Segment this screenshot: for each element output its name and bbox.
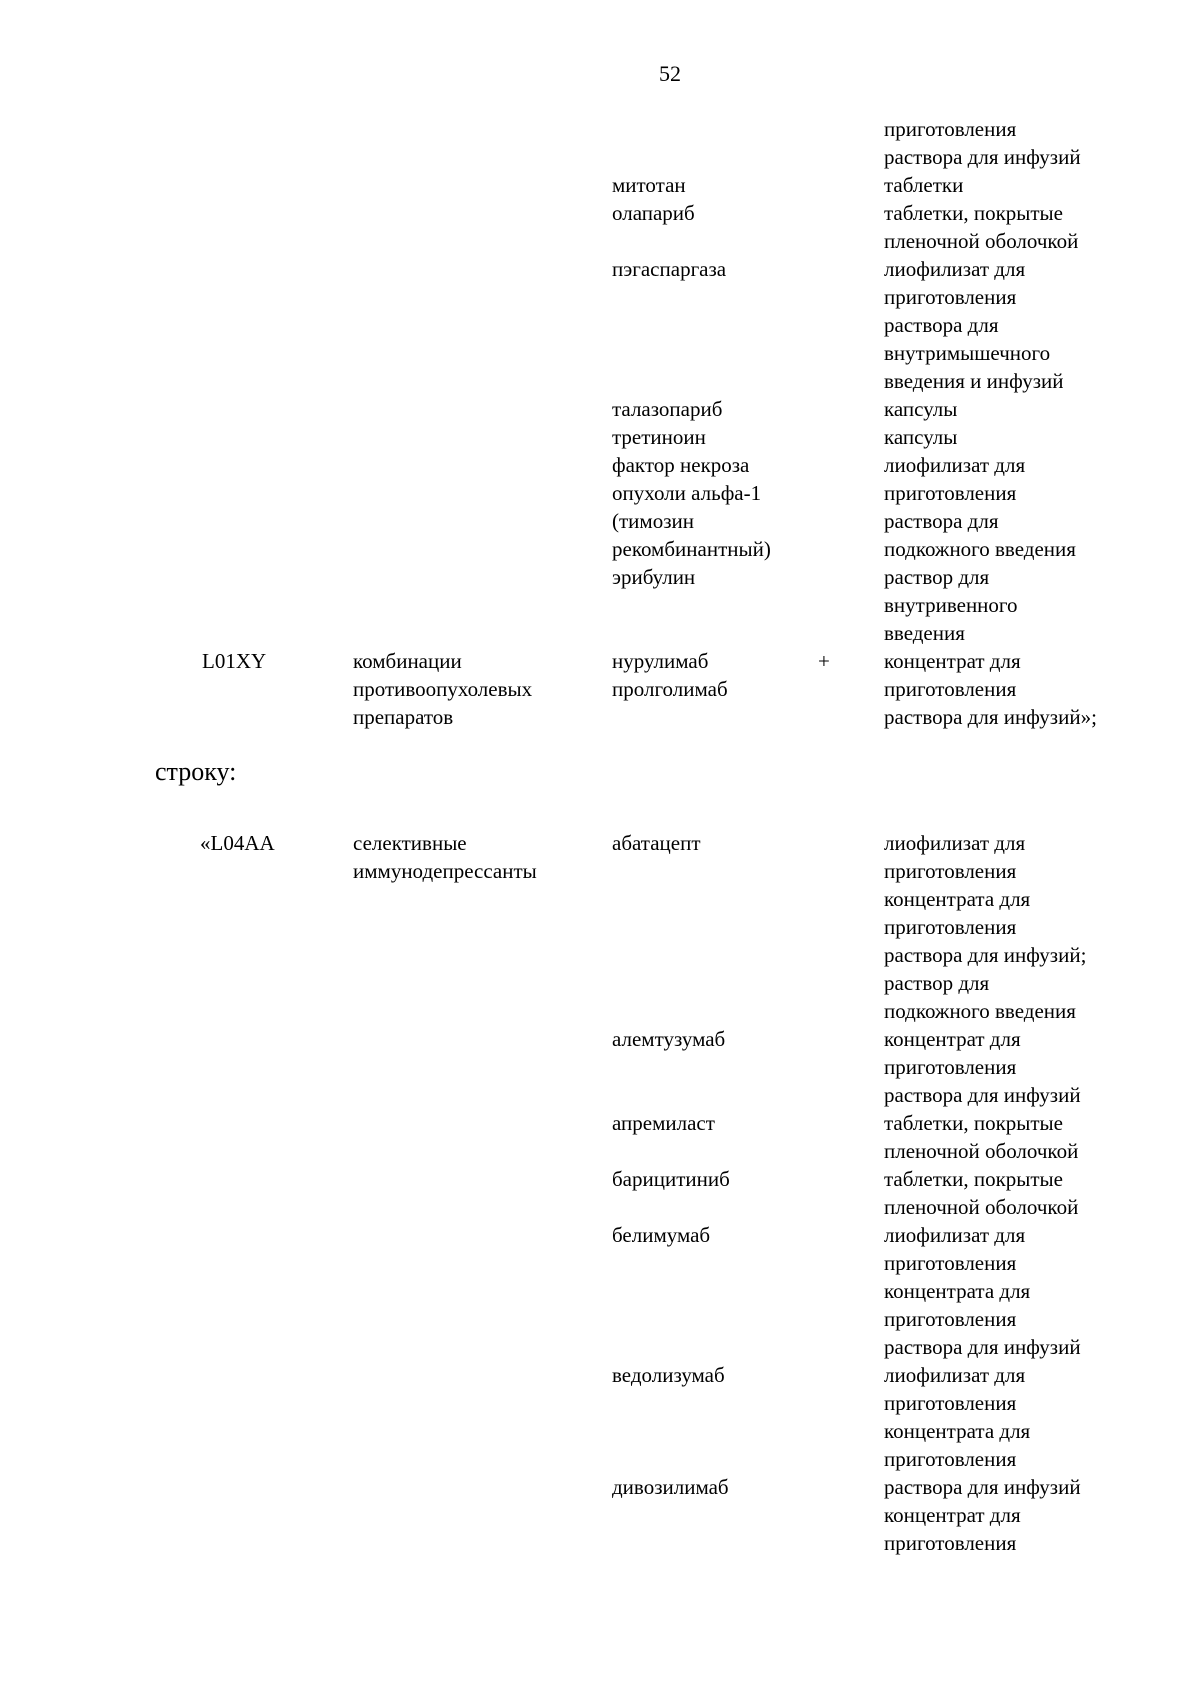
drug-name: барицитиниб [612,1167,730,1191]
dosage-form: лиофилизат для [884,831,1026,855]
dosage-form: концентрата для [884,1279,1031,1303]
drug-name: ведолизумаб [612,1363,725,1387]
combination-mark: + [818,649,830,673]
drug-name: пэгаспаргаза [612,257,727,281]
dosage-form: приготовления [884,1531,1017,1555]
dosage-form: приготовления [884,915,1017,939]
dosage-form: введения и инфузий [884,369,1064,393]
dosage-form: раствора для инфузий; [884,943,1087,967]
dosage-form: приготовления [884,859,1017,883]
page-number: 52 [659,61,681,86]
drug-name: белимумаб [612,1223,711,1247]
drug-name: апремиласт [612,1111,715,1135]
drug-name: третиноин [612,425,706,449]
atc-group: селективные [353,831,467,855]
dosage-form: введения [884,621,965,645]
dosage-form: лиофилизат для [884,257,1026,281]
dosage-form: таблетки, покрытые [884,201,1063,225]
dosage-form: подкожного введения [884,999,1076,1023]
dosage-form: раствора для [884,313,999,337]
drug-name: пролголимаб [612,677,728,701]
drug-name: алемтузумаб [612,1027,726,1051]
dosage-form: лиофилизат для [884,453,1026,477]
intro-text: строку: [155,757,237,786]
drug-name: опухоли альфа-1 [612,481,762,505]
continued-form-line: приготовления [884,117,1017,141]
drug-name: олапариб [612,201,695,225]
drug-name: нурулимаб [612,649,709,673]
atc-group: препаратов [353,705,454,729]
dosage-form: приготовления [884,1307,1017,1331]
dosage-form: пленочной оболочкой [884,229,1079,253]
dosage-form: приготовления [884,1447,1017,1471]
dosage-form: приготовления [884,285,1017,309]
drug-name: талазопариб [612,397,723,421]
atc-code: «L04AA [200,831,275,855]
drug-name: рекомбинантный) [612,537,771,561]
dosage-form: подкожного введения [884,537,1076,561]
dosage-form: раствора для инфузий»; [884,705,1097,729]
drug-name: (тимозин [612,509,694,533]
dosage-form: раствор для [884,565,990,589]
dosage-form: концентрата для [884,887,1031,911]
dosage-form: капсулы [884,397,958,421]
dosage-form: внутривенного [884,593,1018,617]
dosage-form: таблетки, покрытые [884,1111,1063,1135]
drug-name: фактор некроза [612,453,750,477]
drug-name: митотан [612,173,686,197]
dosage-form: раствора для инфузий [884,1083,1081,1107]
dosage-form: капсулы [884,425,958,449]
dosage-form: внутримышечного [884,341,1051,365]
dosage-form: лиофилизат для [884,1363,1026,1387]
drug-name: эрибулин [612,565,696,589]
dosage-form: пленочной оболочкой [884,1195,1079,1219]
dosage-form: таблетки, покрытые [884,1167,1063,1191]
dosage-form: таблетки [884,173,964,197]
dosage-form: концентрат для [884,649,1021,673]
dosage-form: лиофилизат для [884,1223,1026,1247]
dosage-form: раствора для инфузий [884,1475,1081,1499]
dosage-form: приготовления [884,1391,1017,1415]
dosage-form: приготовления [884,1055,1017,1079]
dosage-form: раствора для [884,509,999,533]
dosage-form: концентрат для [884,1503,1021,1527]
atc-group: комбинации [353,649,462,673]
dosage-form: концентрата для [884,1419,1031,1443]
dosage-form: концентрат для [884,1027,1021,1051]
drug-name: дивозилимаб [612,1475,729,1499]
dosage-form: приготовления [884,677,1017,701]
atc-code: L01XY [202,649,267,673]
continued-form-line: раствора для инфузий [884,145,1081,169]
atc-group: противоопухолевых [353,677,533,701]
dosage-form: пленочной оболочкой [884,1139,1079,1163]
atc-group: иммунодепрессанты [353,859,537,883]
dosage-form: приготовления [884,481,1017,505]
dosage-form: раствора для инфузий [884,1335,1081,1359]
drug-name: абатацепт [612,831,701,855]
dosage-form: раствор для [884,971,990,995]
dosage-form: приготовления [884,1251,1017,1275]
